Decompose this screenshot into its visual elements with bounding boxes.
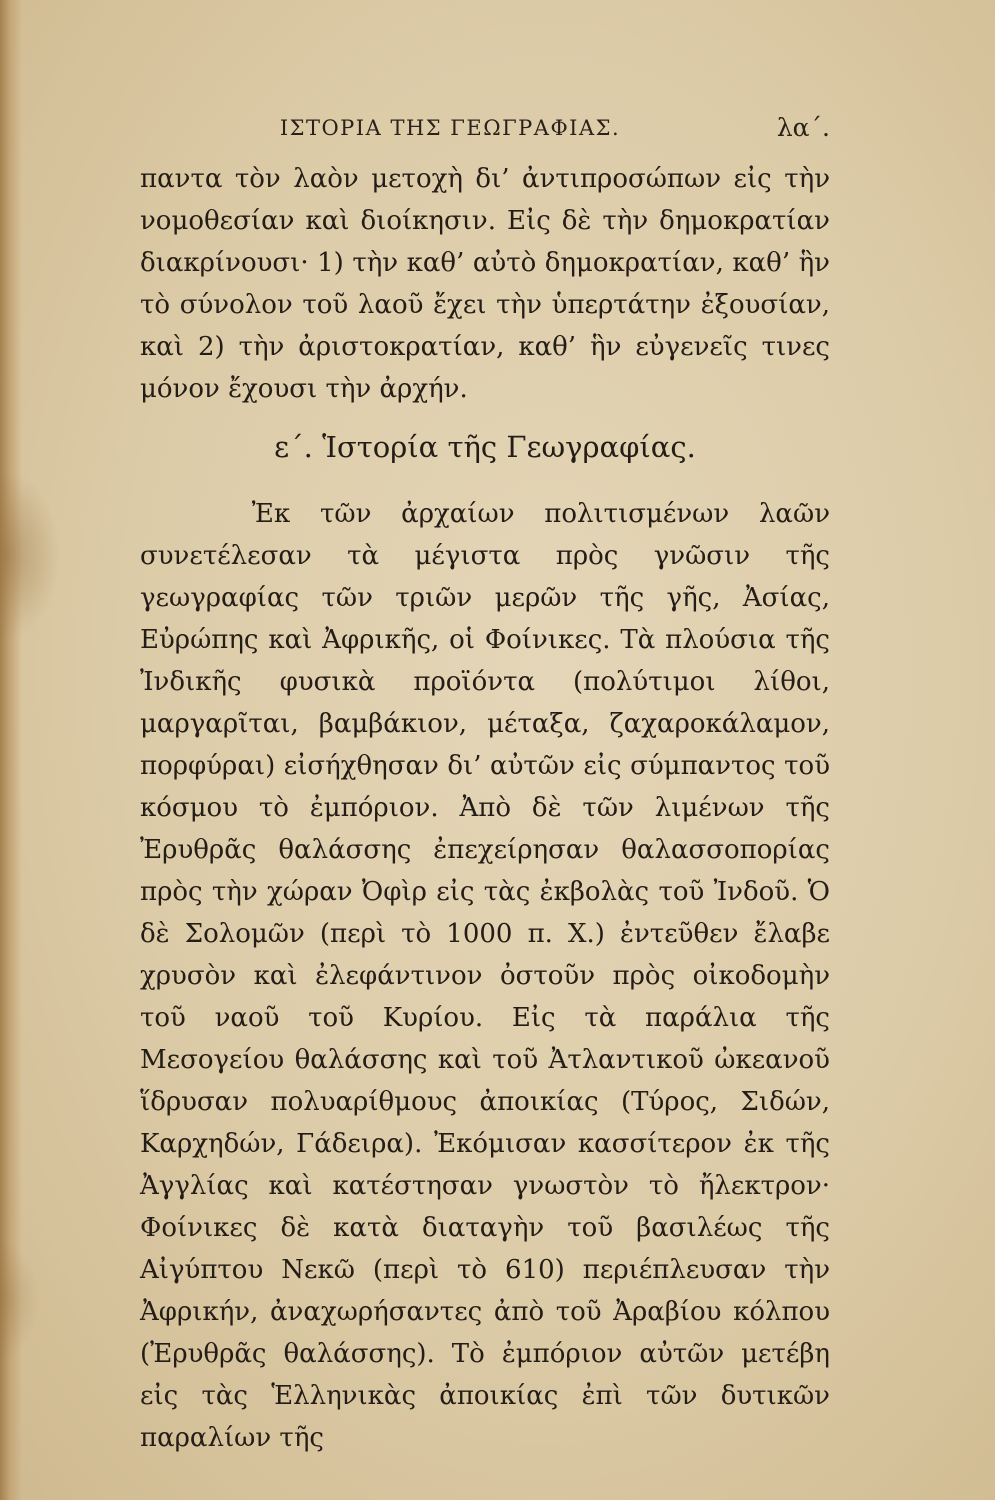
paper-stain (0, 470, 60, 640)
running-title: ΙΣΤΟΡΙΑ ΤΗΣ ΓΕΩΓΡΑΦΙΑΣ. (279, 116, 621, 140)
page-number: λα΄. (776, 113, 830, 142)
paragraph-text: Ἐκ τῶν ἀρχαίων πολιτισμένων λαῶν συνετέλεσαν τὰ μέγιστα πρὸς γνῶσιν τῆς γεωγραφίας τῶν τριῶν μερῶν τῆς γῆς, Ἀσίας, Εὐρώπης καὶ Ἀφρικῆς, οἱ Φοίνικες. Τὰ πλούσια τῆς Ἰνδικῆς φυσικὰ προϊόντα (πολύτιμοι λίθοι, μαργαρῖται, βαμβάκιον, μέταξα, ζαχαροκάλαμον, πορφύραι) εἰσήχθησαν δι’ αὐτῶν εἰς σύμπαντος τοῦ κόσμου τὸ ἐμπόριον. Ἀπὸ δὲ τῶν λιμένων τῆς Ἐρυθρᾶς θαλάσσης ἐπεχείρησαν θαλασσοπορίας πρὸς τὴν χώραν Ὀφὶρ εἰς τὰς ἐκβολὰς τοῦ Ἰνδοῦ. Ὁ δὲ Σολομῶν (περὶ τὸ 1000 π. Χ.) ἐντεῦθεν ἔλαβε χρυσὸν καὶ ἐλεφάντινον ὀστοῦν πρὸς οἰκοδομὴν τοῦ ναοῦ τοῦ Κυρίου. Εἰς τὰ παράλια τῆς Μεσογείου θαλάσσης καὶ τοῦ Ἀτλαντικοῦ ὠκεανοῦ ἵδρυσαν πολυαρίθμους ἀποικίας (Τύρος, Σιδών, Καρχηδών, Γάδειρα). Ἐκόμισαν κασσίτερον ἐκ τῆς Ἀγγλίας καὶ κατέστησαν γνωστὸν τὸ ἤλεκτρον· Φοίνικες δὲ κατὰ διαταγὴν τοῦ βασιλέως τῆς Αἰγύπτου Νεκῶ (περὶ τὸ 610) περιέπλευσαν τὴν Ἀφρικήν, ἀναχωρήσαντες ἀπὸ τοῦ Ἀραβίου κόλπου (Ἐρυθρᾶς θαλάσσης). Τὸ ἐμπόριον αὐτῶν μετέβη εἰς τὰς Ἑλληνικὰς ἀποικίας ἐπὶ τῶν δυτικῶν παραλίων τῆς (140, 499, 830, 1453)
paragraph-history (140, 493, 830, 1459)
section-heading: ε΄. Ἱστορία τῆς Γεωγραφίας. (274, 430, 696, 464)
page-header (140, 111, 830, 145)
paper-stain (0, 1240, 40, 1360)
paragraph-text: παντα τὸν λαὸν μετοχὴ δι’ ἀντιπροσώπων εἰς τὴν νομοθεσίαν καὶ διοίκησιν. Εἰς δὲ τὴν δημοκρατίαν διακρίνουσι· 1) τὴν καθ’ αὐτὸ δημοκρατίαν, καθ’ ἣν τὸ σύνολον τοῦ λαοῦ ἔχει τὴν ὑπερτάτην ἐξουσίαν, καὶ 2) τὴν ἀριστοκρατίαν, καθ’ ἣν εὐγενεῖς τινες μόνον ἔχουσι τὴν ἀρχήν. (140, 164, 830, 404)
paragraph-continued (140, 158, 830, 410)
